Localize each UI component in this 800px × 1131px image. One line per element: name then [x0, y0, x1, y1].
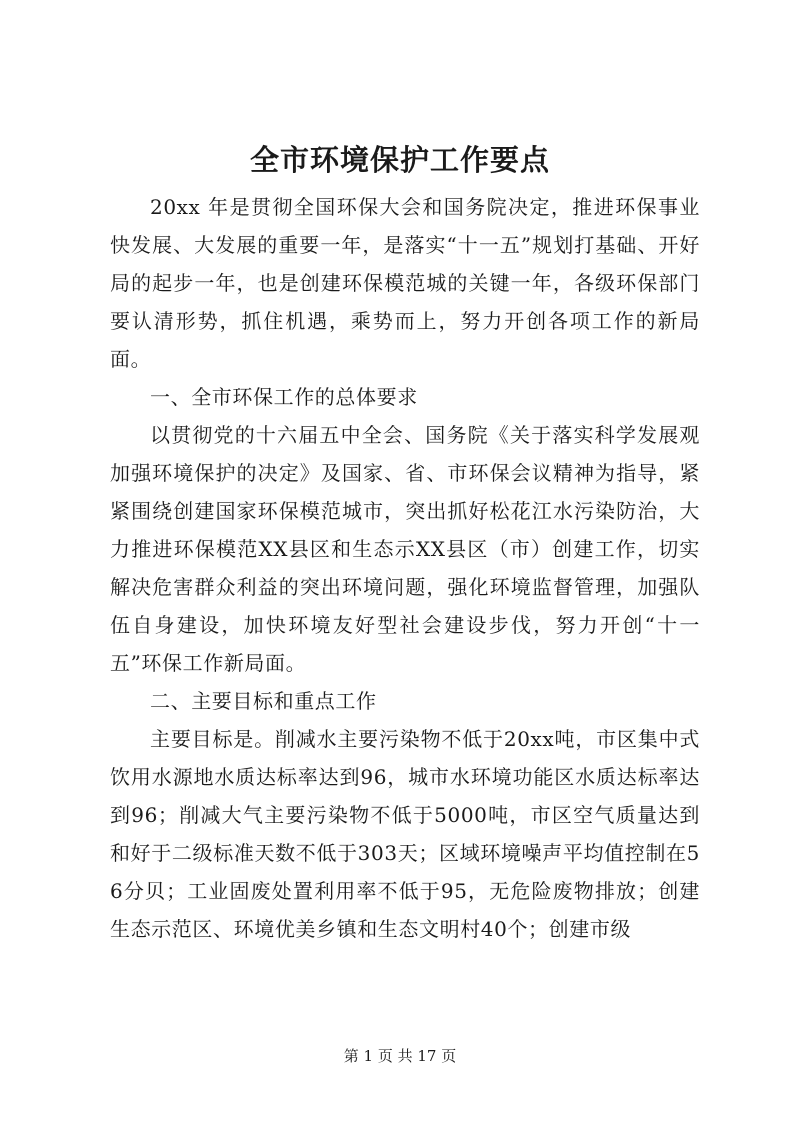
section-heading-1: 一、全市环保工作的总体要求 — [150, 385, 418, 409]
intro-paragraph: 20xx 年是贯彻全国环保大会和国务院决定，推进环保事业快发展、大发展的重要一年，是落实“十一五”规划打基础、开好局的起步一年，也是创建环保模范城的关键一年，各级环保部门要认清形势，抓住机遇，乘势而上，努力开创各项工作的新局面。 — [110, 195, 700, 371]
section-2-paragraph: 主要目标是。削减水主要污染物不低于20xx吨，市区集中式饮用水源地水质达标率达到96，城市水环境功能区水质达标率达到96；削减大气主要污染物不低于5000吨，市区空气质量达到和好于二级标准天数不低于303天；区域环境噪声平均值控制在56分贝；工业固废处置利用率不低于95，无危险废物排放；创建生态示范区、环境优美乡镇和生态文明村40个；创建市级 — [110, 727, 700, 941]
document-body — [110, 188, 700, 948]
section-heading-2: 二、主要目标和重点工作 — [150, 689, 377, 713]
section-1-paragraph: 以贯彻党的十六届五中全会、国务院《关于落实科学发展观加强环境保护的决定》及国家、省、市环保会议精神为指导，紧紧围绕创建国家环保模范城市，突出抓好松花江水污染防治，大力推进环保模范XX县区和生态示XX县区（市）创建工作，切实解决危害群众利益的突出环境问题，强化环境监督管理，加强队伍自身建设，加快环境友好型社会建设步伐，努力开创“十一五”环保工作新局面。 — [110, 423, 700, 675]
document-title: 全市环境保护工作要点 — [249, 143, 550, 177]
page-footer: 第 1 页 共 17 页 — [343, 1047, 457, 1065]
